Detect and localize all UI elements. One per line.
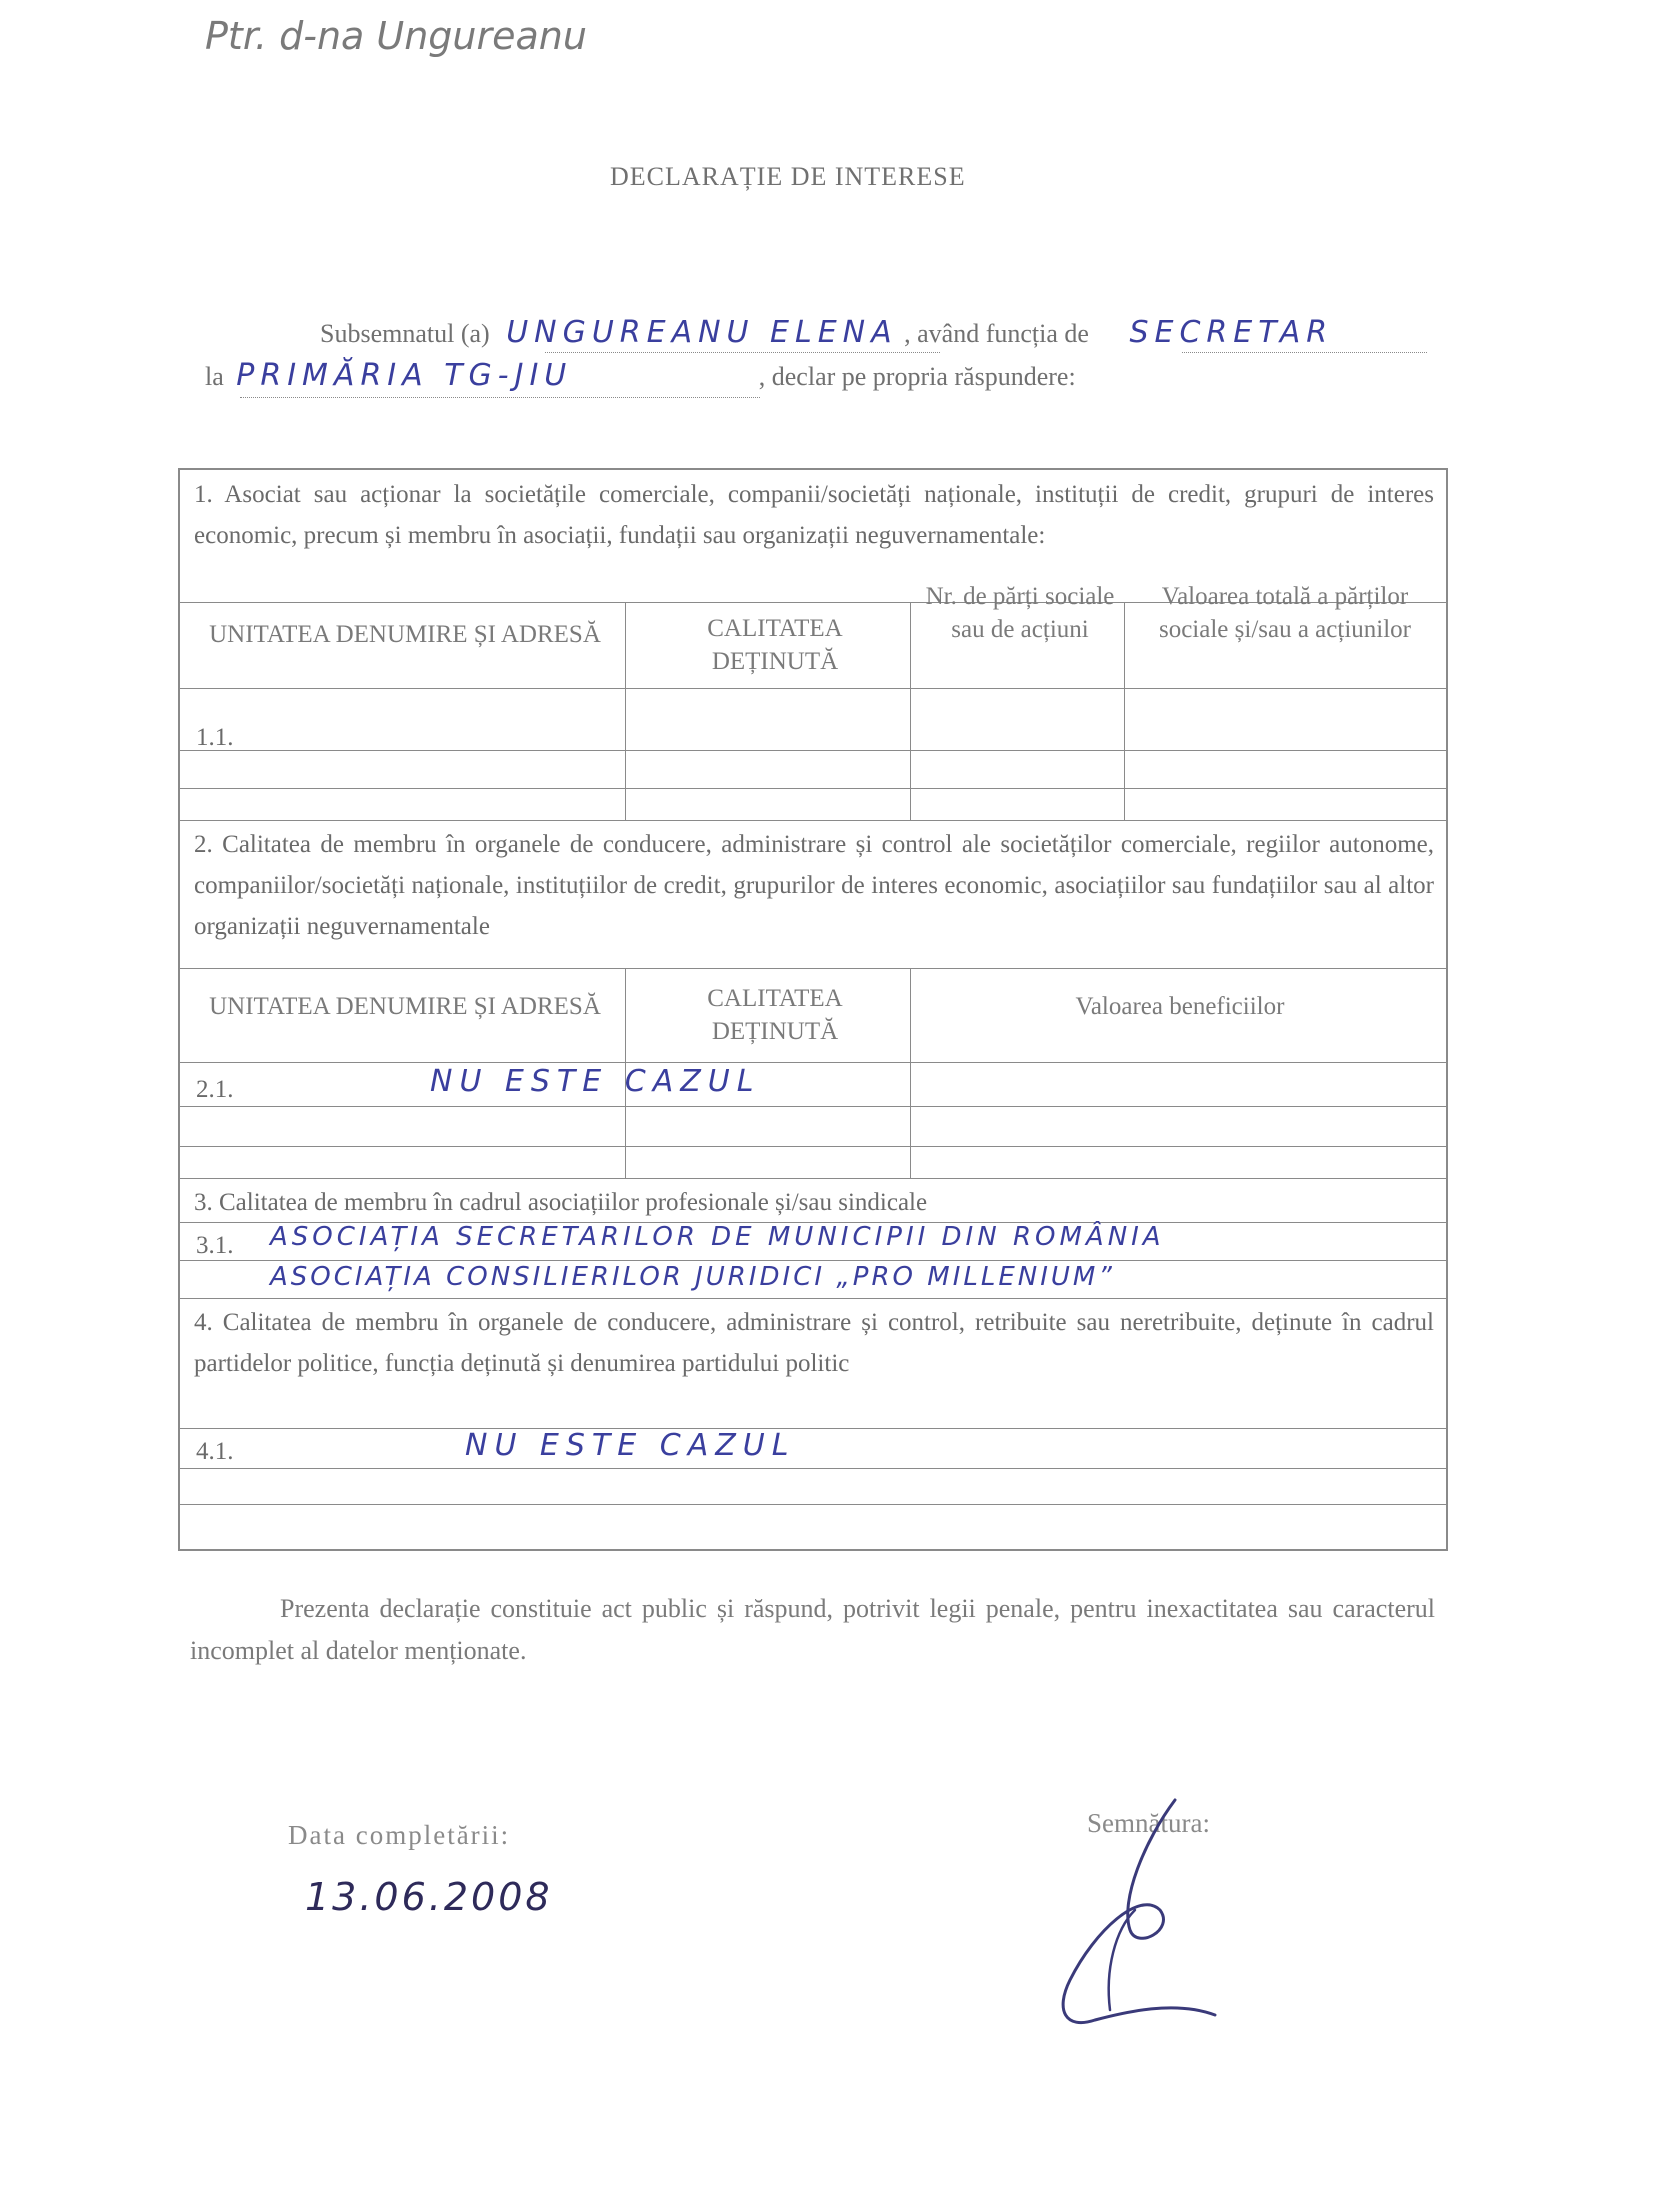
name-fill-line bbox=[545, 352, 940, 353]
signature-label: Semnătura: bbox=[1087, 1808, 1210, 1838]
declaration-footer: Prezenta declarație constituie act public și răspund, potrivit legii penale, pentru inexactitatea sau caracterul incomplet al datelor menționate. bbox=[190, 1594, 1435, 1665]
section-2-heading: 2. Calitatea de membru în organele de conducere, administrare și control ale societăților comerciale, regiilor autonome, companiilor/societăți naționale, instituțiilor de credit, grupurilor de interes economic, asociațiilor sau fundațiilor sau al altor organizații neguvernamentale bbox=[194, 831, 1434, 940]
divider bbox=[180, 1428, 1446, 1429]
divider bbox=[180, 1062, 1446, 1063]
s4-row-value: NU ESTE CAZUL bbox=[465, 1428, 796, 1463]
s1-col-calitate-header: CALITATEA DEȚINUTĂ bbox=[707, 615, 843, 675]
divider bbox=[180, 1106, 1446, 1107]
institution-value: PRIMĂRIA TG-JIU bbox=[236, 358, 573, 393]
s3-row-value-2: ASOCIAȚIA CONSILIERILOR JURIDICI „PRO MILLENIUM” bbox=[270, 1262, 1115, 1292]
subsemnatul-label: Subsemnatul (a) bbox=[320, 319, 490, 348]
intro-line-1 bbox=[320, 315, 1333, 350]
divider bbox=[180, 1298, 1446, 1299]
avand-functia-label: , având funcția de bbox=[904, 319, 1089, 348]
s2-row-value: NU ESTE CAZUL bbox=[430, 1064, 761, 1099]
s2-col-calitate-header: CALITATEA DEȚINUTĂ bbox=[707, 985, 843, 1045]
date-label: Data completării: bbox=[288, 1820, 511, 1850]
s1-col-valoare-header: Valoarea totală a părților sociale și/sau a acțiunilor bbox=[1158, 583, 1411, 643]
declarant-name: UNGUREANU ELENA bbox=[506, 315, 898, 350]
s1-col-nr-header: Nr. de părți sociale sau de acțiuni bbox=[925, 583, 1115, 643]
divider bbox=[180, 1178, 1446, 1179]
s2-row-label: 2.1. bbox=[196, 1076, 234, 1103]
s3-row-value-1: ASOCIAȚIA SECRETARILOR DE MUNICIPII DIN ROMÂNIA bbox=[270, 1222, 1165, 1252]
s1-row-label: 1.1. bbox=[196, 724, 234, 751]
intro-line-2 bbox=[205, 358, 1076, 393]
s2-col-unit-header: UNITATEA DENUMIRE ȘI ADRESĂ bbox=[209, 993, 601, 1020]
divider bbox=[180, 688, 1446, 689]
divider bbox=[180, 1468, 1446, 1469]
document-title: DECLARAȚIE DE INTERESE bbox=[610, 162, 966, 191]
divider bbox=[180, 968, 1446, 969]
divider bbox=[180, 1260, 1446, 1261]
function-value: SECRETAR bbox=[1129, 315, 1334, 350]
signature-mark bbox=[1025, 1780, 1235, 2045]
interests-form-table bbox=[178, 468, 1448, 1551]
institution-fill-line bbox=[240, 397, 760, 398]
function-fill-line bbox=[1182, 352, 1427, 353]
s3-row-label: 3.1. bbox=[196, 1232, 234, 1259]
la-label: la bbox=[205, 362, 224, 391]
section-1-heading: 1. Asociat sau acționar la societățile comerciale, companii/societăți naționale, instituții de credit, grupuri de interes economic, precum și membru în asociații, fundații sau organizații neguvernamentale: bbox=[194, 481, 1434, 549]
divider bbox=[180, 788, 1446, 789]
section-3-heading: 3. Calitatea de membru în cadrul asociațiilor profesionale și/sau sindicale bbox=[194, 1189, 928, 1216]
declar-label: , declar pe propria răspundere: bbox=[758, 362, 1076, 391]
divider bbox=[180, 820, 1446, 821]
divider bbox=[180, 1504, 1446, 1505]
s1-col-unit-header: UNITATEA DENUMIRE ȘI ADRESĂ bbox=[209, 621, 601, 648]
divider bbox=[180, 750, 1446, 751]
section-4-heading: 4. Calitatea de membru în organele de conducere, administrare și control, retribuite sau neretribuite, deținute în cadrul partidelor politice, funcția deținută și denumirea partidului politic bbox=[194, 1309, 1434, 1377]
s4-row-label: 4.1. bbox=[196, 1438, 234, 1465]
divider bbox=[180, 1146, 1446, 1147]
date-value: 13.06.2008 bbox=[305, 1875, 553, 1919]
s2-col-valoare-header: Valoarea beneficiilor bbox=[1075, 993, 1285, 1020]
handwritten-note: Ptr. d-na Ungureanu bbox=[205, 14, 587, 58]
